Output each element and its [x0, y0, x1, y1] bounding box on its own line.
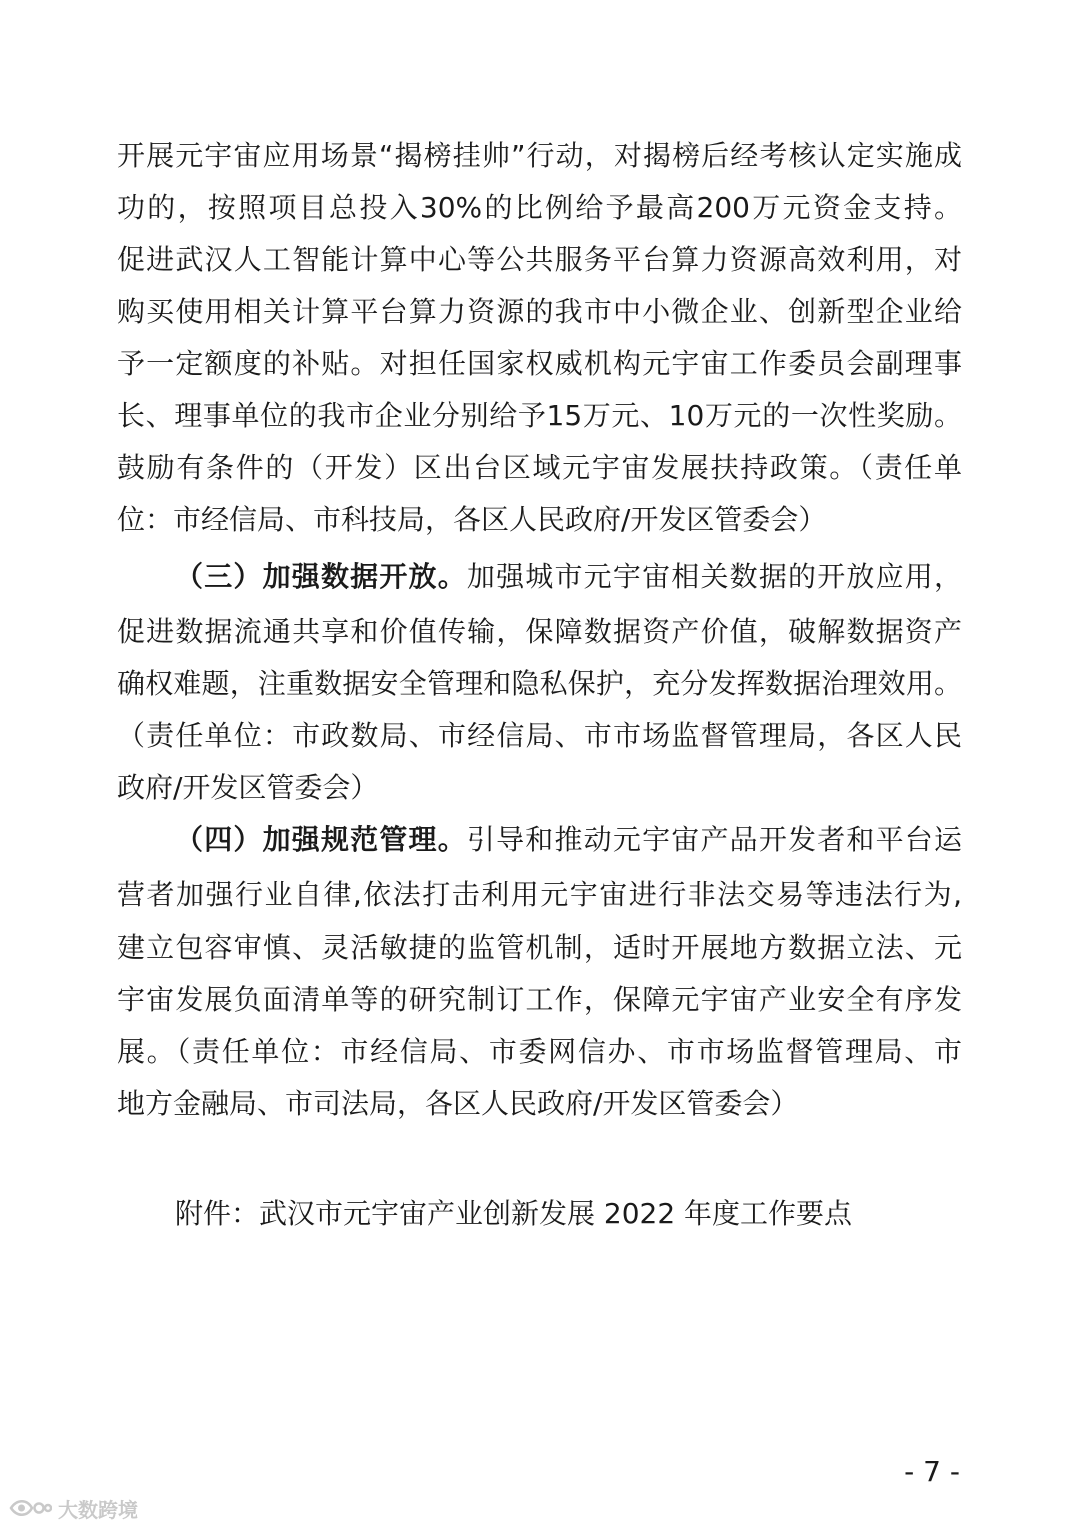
paragraph-line: 确权难题，注重数据安全管理和隐私保护，充分发挥数据治理效用。 — [117, 667, 962, 700]
paragraph-line: 购买使用相关计算平台算力资源的我市中小微企业、创新型企业给 — [117, 295, 962, 328]
paragraph-line: 建立包容审慎、灵活敏捷的监管机制，适时开展地方数据立法、元 — [117, 931, 962, 964]
paragraph-line: 促进武汉人工智能计算中心等公共服务平台算力资源高效利用，对 — [117, 243, 962, 276]
paragraph-line: 长、理事单位的我市企业分别给予15万元、10万元的一次性奖励。 — [117, 399, 962, 432]
paragraph-line: 予一定额度的补贴。对担任国家权威机构元宇宙工作委员会副理事 — [117, 347, 962, 380]
paragraph-line: 地方金融局、市司法局，各区人民政府/开发区管委会） — [117, 1087, 799, 1120]
paragraph-line: 宇宙发展负面清单等的研究制订工作，保障元宇宙产业安全有序发 — [117, 983, 962, 1016]
page-number: - 7 - — [904, 1455, 960, 1488]
paragraph-line: 位：市经信局、市科技局，各区人民政府/开发区管委会） — [117, 503, 827, 536]
paragraph-line: 鼓励有条件的（开发）区出台区域元宇宙发展扶持政策。（责任单 — [117, 451, 962, 484]
paragraph-line: 展。（责任单位：市经信局、市委网信办、市市场监督管理局、市 — [117, 1035, 962, 1068]
watermark — [8, 1494, 138, 1522]
section-4-first-line — [175, 820, 962, 860]
watermark-text: 大数跨境 — [58, 1497, 138, 1522]
paragraph-line: 政府/开发区管委会） — [117, 771, 379, 804]
eye-logo-icon — [8, 1496, 52, 1520]
paragraph-line: 开展元宇宙应用场景“揭榜挂帅”行动，对揭榜后经考核认定实施成 — [117, 139, 962, 172]
section-4-heading: （四）加强规范管理。 — [175, 823, 467, 856]
paragraph-line: 功的，按照项目总投入30%的比例给予最高200万元资金支持。 — [117, 191, 962, 224]
paragraph-line: （责任单位：市政数局、市经信局、市市场监督管理局，各区人民 — [117, 719, 962, 752]
section-3-heading: （三）加强数据开放。 — [175, 560, 467, 593]
paragraph-line: 营者加强行业自律,依法打击利用元宇宙进行非法交易等违法行为, — [117, 878, 962, 911]
section-4-text: 引导和推动元宇宙产品开发者和平台运 — [466, 823, 962, 856]
paragraph-line: 促进数据流通共享和价值传输，保障数据资产价值，破解数据资产 — [117, 615, 962, 648]
section-3-first-line — [175, 557, 962, 597]
section-3-text: 加强城市元宇宙相关数据的开放应用， — [466, 560, 962, 593]
attachment-note: 附件：武汉市元宇宙产业创新发展 2022 年度工作要点 — [175, 1197, 853, 1230]
